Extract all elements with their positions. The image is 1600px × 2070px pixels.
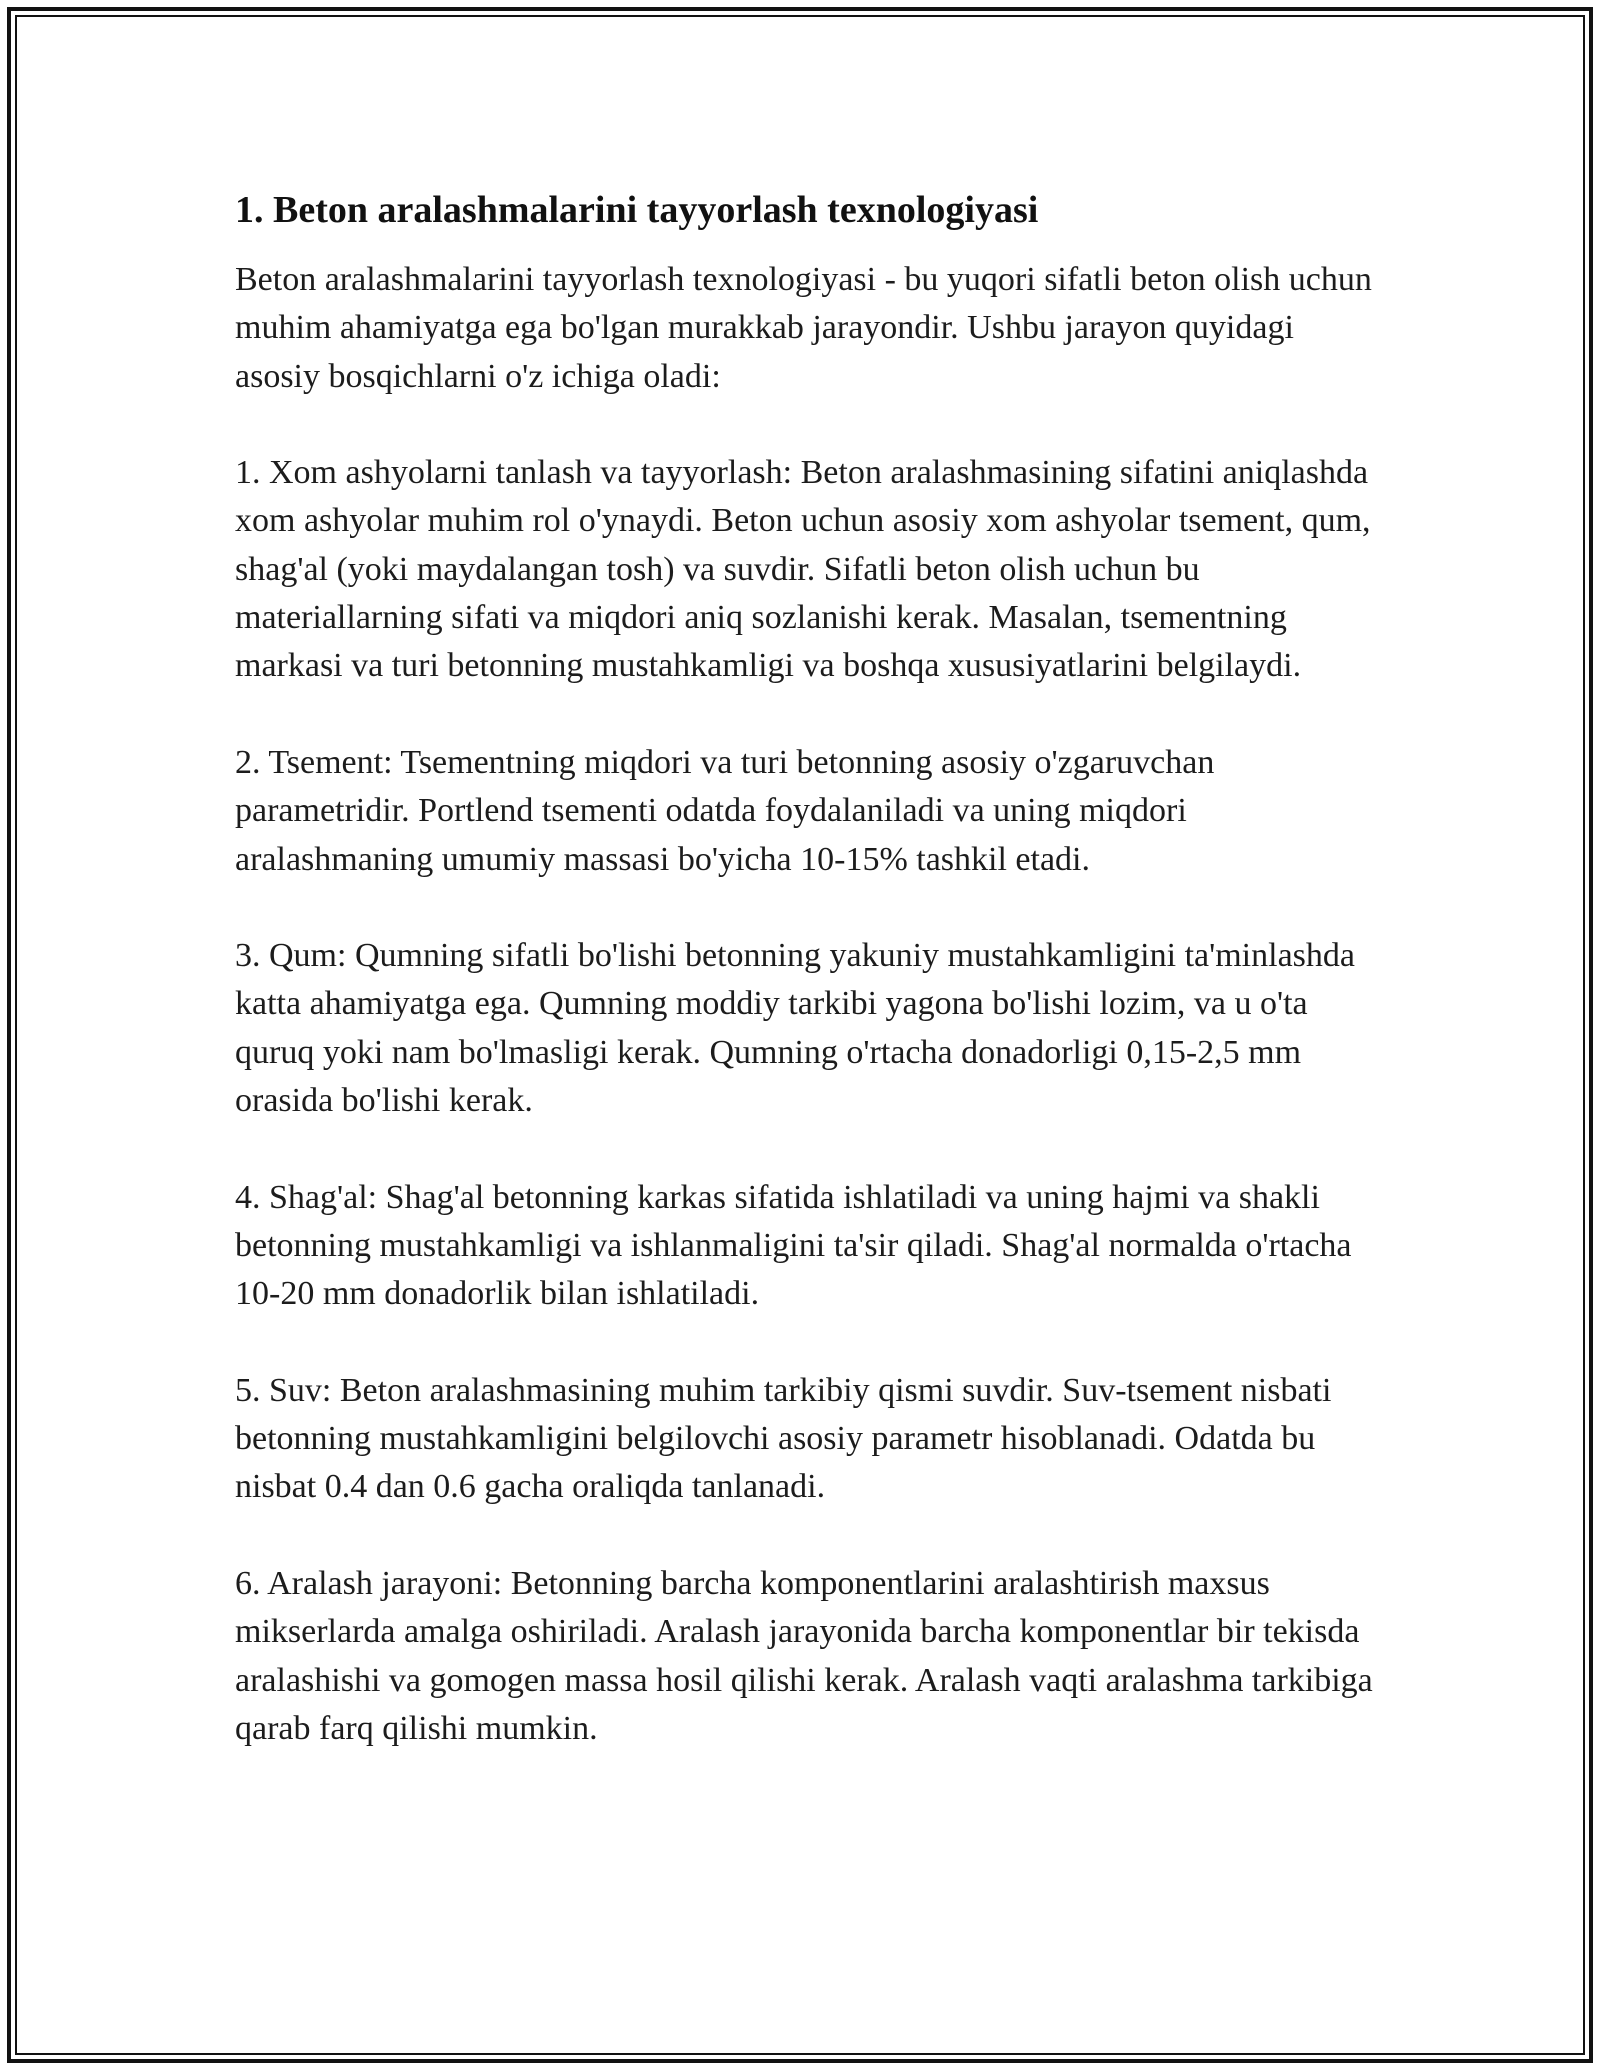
- paragraph-gravel: 4. Shag'al: Shag'al betonning karkas sifatida ishlatiladi va uning hajmi va shakli betonning mustahkamligi va ishlanmaligini ta'sir qiladi. Shag'al normalda o'rtacha 10-20 mm donadorlik bilan ishlatiladi.: [235, 1178, 1352, 1313]
- paragraph-sand: 3. Qum: Qumning sifatli bo'lishi betonning yakuniy mustahkamligini ta'minlashda katta ahamiyatga ega. Qumning moddiy tarkibi yagona bo'lishi lozim, va u o'ta quruq yoki nam bo'lmasligi kerak. Qumning o'rtacha donadorligi 0,15-2,5 mm orasida bo'lishi kerak.: [235, 937, 1355, 1120]
- paragraph-raw-materials: 1. Xom ashyolarni tanlash va tayyorlash: Beton aralashmasining sifatini aniqlashda xom ashyolar muhim rol o'ynaydi. Beton uchun asosiy xom ashyolar tsement, qum, shag'al (yoki maydalangan tosh) va suvdir. Sifatli beton olish uchun bu materiallarning sifati va miqdori aniq sozlanishi kerak. Masalan, tsementning markasi va turi betonning mustahkamligi va boshqa xususiyatlarini belgilaydi.: [235, 454, 1371, 685]
- document-body: [235, 186, 1375, 1753]
- intro-paragraph: Beton aralashmalarini tayyorlash texnologiyasi - bu yuqori sifatli beton olish uchun muhim ahamiyatga ega bo'lgan murakkab jarayondir. Ushbu jarayon quyidagi asosiy bosqichlarni o'z ichiga oladi:: [235, 261, 1372, 395]
- paragraph-cement: 2. Tsement: Tsementning miqdori va turi betonning asosiy o'zgaruvchan parametridir. Portlend tsementi odatda foydalaniladi va uning miqdori aralashmaning umumiy massasi bo'yicha 10-15% tashkil etadi.: [235, 743, 1215, 878]
- section-heading: 1. Beton aralashmalarini tayyorlash texnologiyasi: [235, 189, 1039, 231]
- paragraph-water: 5. Suv: Beton aralashmasining muhim tarkibiy qismi suvdir. Suv-tsement nisbati betonning mustahkamligini belgilovchi asosiy parametr hisoblanadi. Odatda bu nisbat 0.4 dan 0.6 gacha oraliqda tanlanadi.: [235, 1371, 1332, 1506]
- paragraph-mixing-process: 6. Aralash jarayoni: Betonning barcha komponentlarini aralashtirish maxsus mikserlarda amalga oshiriladi. Aralash jarayonida barcha komponentlar bir tekisda aralashishi va gomogen massa hosil qilishi kerak. Aralash vaqti aralashma tarkibiga qarab farq qilishi mumkin.: [235, 1565, 1373, 1747]
